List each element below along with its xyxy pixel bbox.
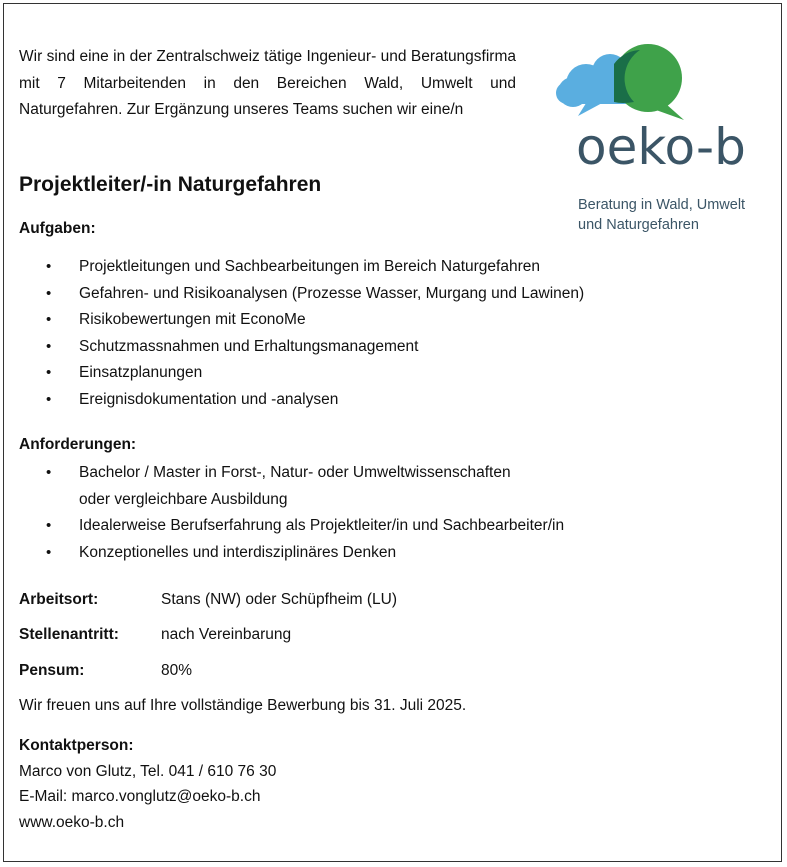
tasks-label: Aufgaben:	[19, 220, 96, 237]
tasks-list	[46, 254, 736, 414]
contact-name-phone: Marco von Glutz, Tel. 041 / 610 76 30	[19, 762, 277, 780]
logo-tagline	[578, 195, 745, 235]
bullet-icon: •	[46, 517, 52, 535]
contact-label: Kontaktperson:	[19, 737, 134, 754]
bullet-icon: •	[46, 464, 52, 481]
detail-row-pensum	[19, 662, 192, 680]
closing-sentence: Wir freuen uns auf Ihre vollständige Bewerbung bis 31. Juli 2025.	[19, 697, 467, 714]
stellenantritt-value: nach Vereinbarung	[161, 626, 292, 643]
tagline-line-1: Beratung in Wald, Umwelt	[578, 197, 746, 213]
list-item	[46, 360, 736, 387]
task-text: Risikobewertungen mit EconoMe	[79, 311, 306, 329]
job-title: Projektleiter/-in Naturgefahren	[19, 173, 322, 196]
list-item	[46, 334, 736, 361]
list-item	[46, 254, 736, 281]
bullet-icon: •	[46, 364, 52, 382]
requirements-list	[46, 460, 736, 566]
contact-email[interactable]: E-Mail: marco.vonglutz@oeko-b.ch	[19, 788, 261, 805]
list-item	[46, 387, 736, 414]
task-text: Ereignisdokumentation und -analysen	[79, 390, 339, 408]
list-item	[46, 460, 736, 513]
intro-paragraph: Wir sind eine in der Zentralschweiz tätige Ingenieur- und Beratungsfirma mit 7 Mitarbeitenden in den Bereichen Wald, Umwelt und Naturgefahren. Zur Ergänzung unseres Teams suchen wir eine/n	[19, 48, 516, 118]
tagline-line-2: und Naturgefahren	[578, 217, 699, 233]
detail-row-stellenantritt	[19, 626, 291, 644]
bullet-icon: •	[46, 543, 52, 561]
bullet-icon: •	[46, 258, 52, 275]
list-item	[46, 281, 736, 308]
stellenantritt-label: Stellenantritt:	[19, 626, 119, 643]
logo-graphic	[548, 42, 763, 192]
bullet-icon: •	[46, 390, 52, 408]
arbeitsort-value: Stans (NW) oder Schüpfheim (LU)	[161, 591, 398, 608]
task-text: Gefahren- und Risikoanalysen (Prozesse Wasser, Murgang und Lawinen)	[79, 284, 585, 302]
requirement-text: Bachelor / Master in Forst-, Natur- oder Umweltwissenschaften	[79, 464, 511, 481]
logo-wordmark: oeko-b	[576, 118, 746, 176]
bullet-icon: •	[46, 284, 52, 302]
pensum-label: Pensum:	[19, 662, 85, 679]
arbeitsort-label: Arbeitsort:	[19, 591, 99, 608]
list-item	[46, 540, 736, 567]
requirement-text: Konzeptionelles und interdisziplinäres Denken	[79, 543, 397, 561]
task-text: Projektleitungen und Sachbearbeitungen im Bereich Naturgefahren	[79, 258, 540, 275]
requirements-label: Anforderungen:	[19, 436, 137, 453]
detail-row-arbeitsort	[19, 591, 397, 609]
list-item	[46, 513, 736, 540]
contact-block	[19, 733, 276, 835]
bullet-icon: •	[46, 337, 52, 355]
task-text: Einsatzplanungen	[79, 364, 203, 382]
pensum-value: 80%	[161, 662, 193, 679]
task-text: Schutzmassnahmen und Erhaltungsmanagement	[79, 337, 419, 355]
requirement-text: Idealerweise Berufserfahrung als Projektleiter/in und Sachbearbeiter/in	[79, 517, 565, 535]
bullet-icon: •	[46, 311, 52, 329]
requirement-text-cont: oder vergleichbare Ausbildung	[79, 490, 288, 508]
website-link[interactable]: www.oeko-b.ch	[19, 813, 125, 831]
list-item	[46, 307, 736, 334]
